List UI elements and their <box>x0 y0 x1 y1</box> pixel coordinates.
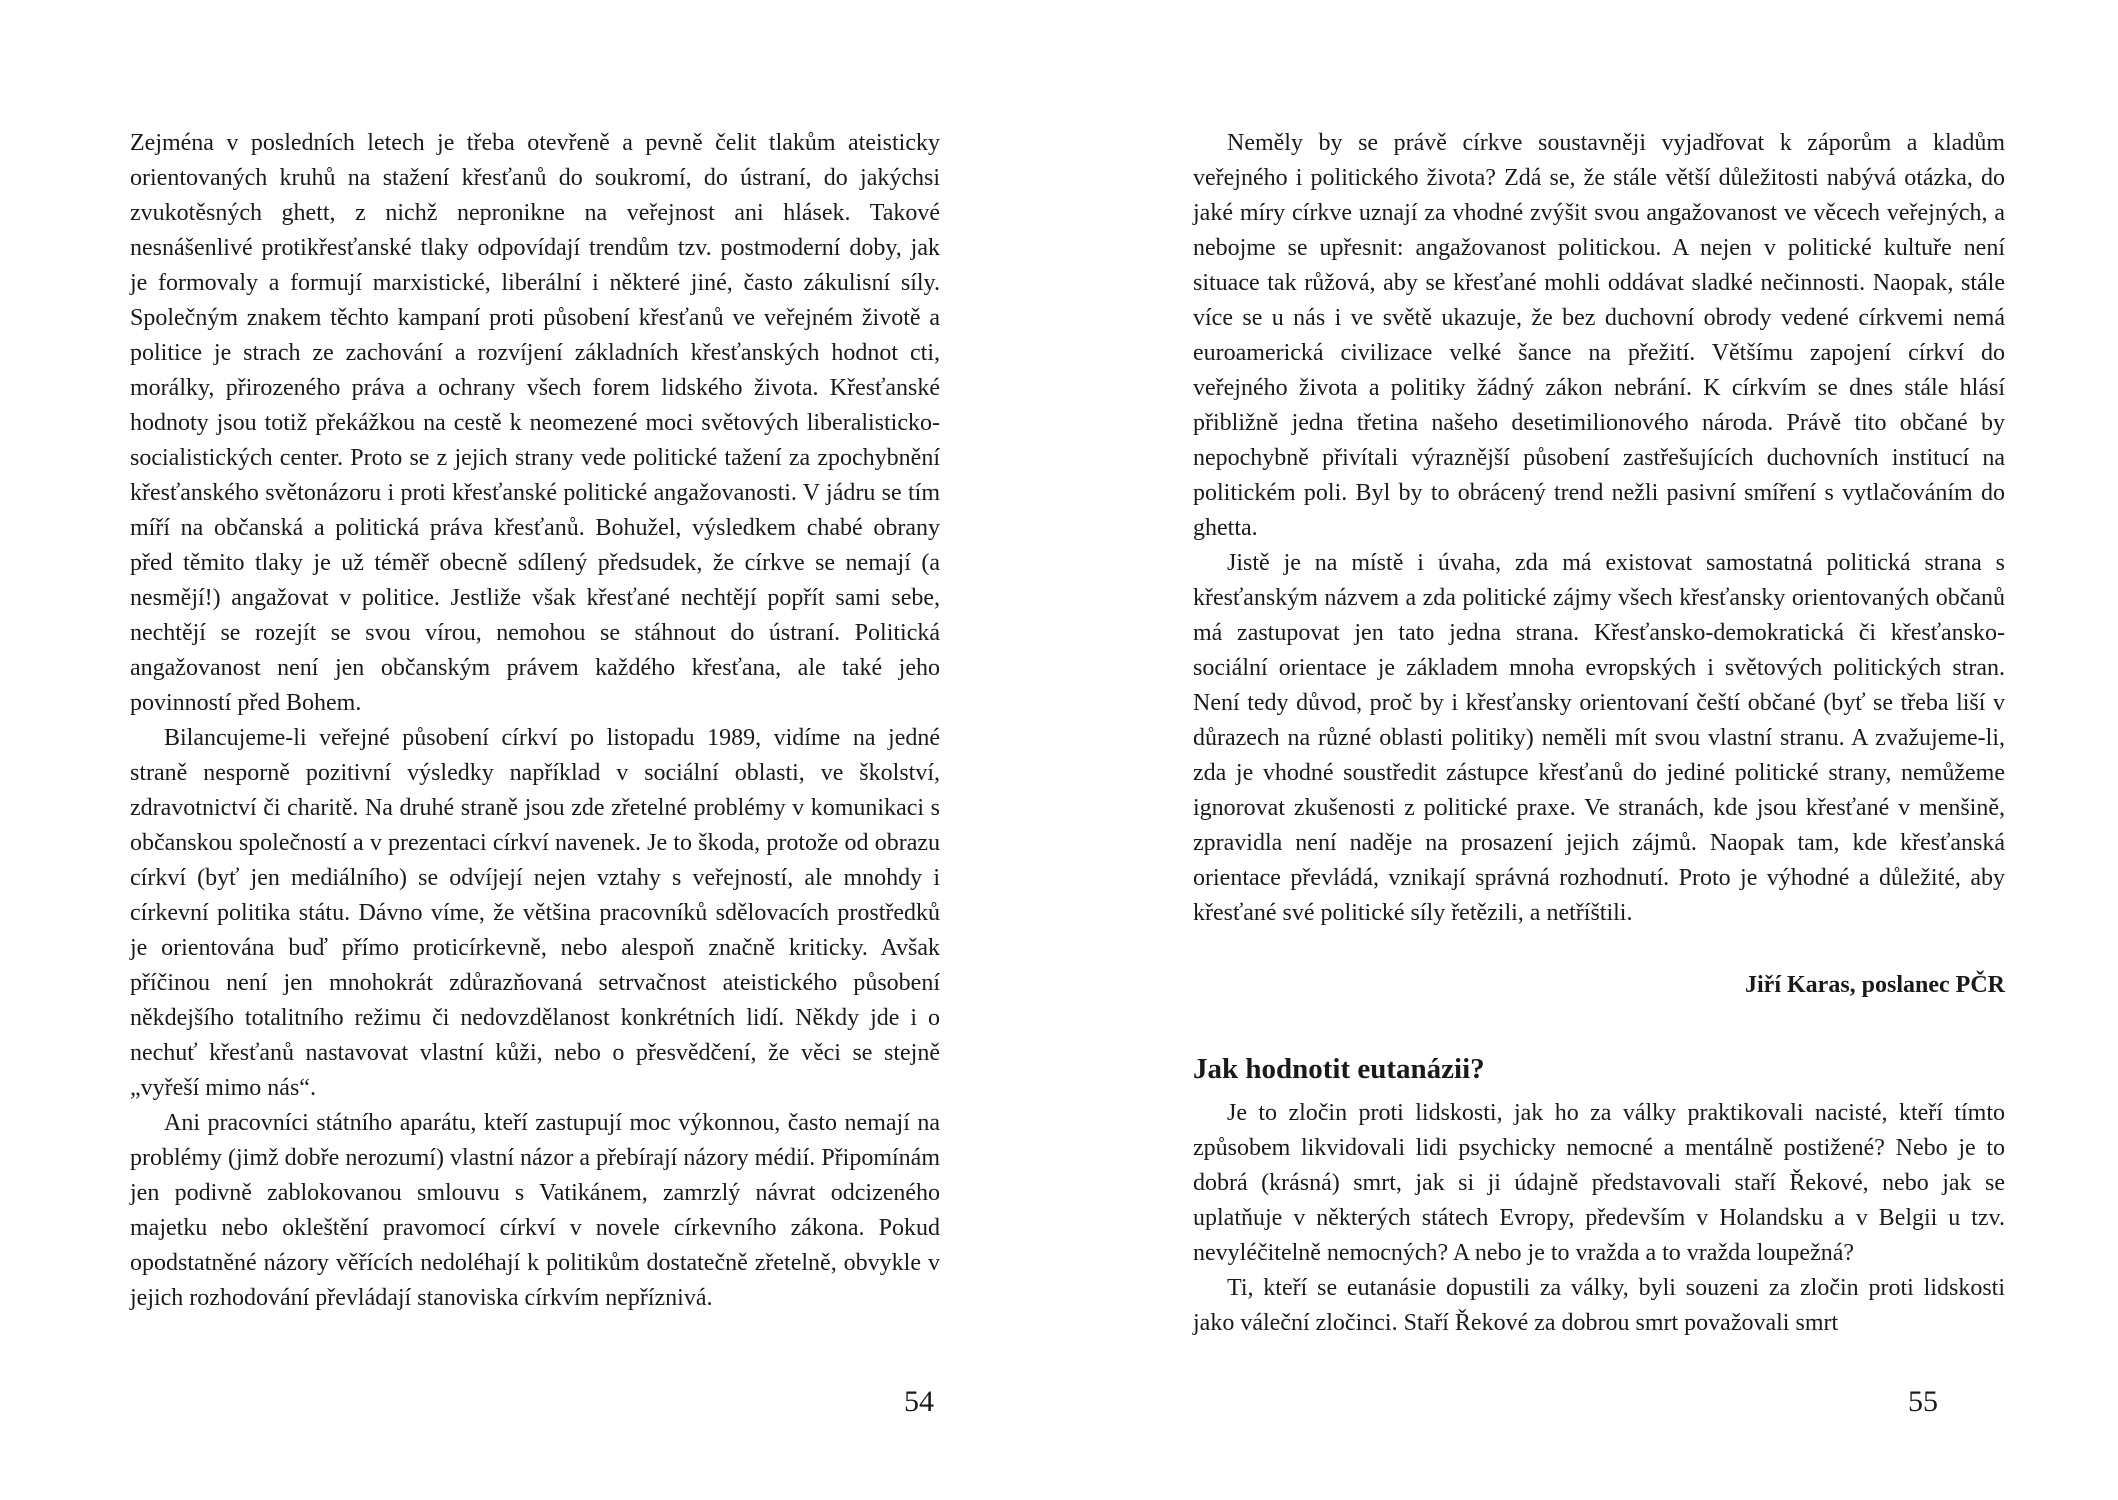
section-heading: Jak hodnotit eutanázii? <box>1193 1053 1485 1085</box>
left-text-column <box>130 126 940 1316</box>
page-number: 55 <box>1908 1385 1938 1418</box>
paragraph: Ti, kteří se eutanásie dopustili za války, byli souzeni za zločin proti lidskosti jako váleční zločinci. Staří Řekové za dobrou smrt považovali smrt <box>1193 1275 2005 1336</box>
paragraph: Neměly by se právě církve soustavněji vyjadřovat k záporům a kladům veřejného i politického života? Zdá se, že stále větší důležitosti nabývá otázka, do jaké míry církve uznají za vhodné zvýšit svou angažovanost ve věcech veřejných, a nebojme se upřesnit: angažovanost politickou. A nejen v politické kultuře není situace tak růžová, aby se křesťané mohli oddávat sladké nečinnosti. Naopak, stále více se u nás i ve světě ukazuje, že bez duchovní obrody vedené církvemi nemá euroamerická civilizace velké šance na přežití. Většímu zapojení církví do veřejného života a politiky žádný zákon nebrání. K církvím se dnes stále hlásí přibližně jedna třetina našeho desetimilionového národa. Právě tito občané by nepochybně přivítali výraznější působení zastřešujících duchovních institucí na politickém poli. Byl by to obrácený trend nežli pasivní smíření s vytlačováním do ghetta. <box>1193 130 2005 541</box>
paragraph: Je to zločin proti lidskosti, jak ho za války praktikovali nacisté, kteří tímto způsobem likvidovali lidi psychicky nemocné a mentálně postižené? Nebo je to dobrá (krásná) smrt, jak si ji údajně představovali staří Řekové, nebo jak se uplatňuje v některých státech Evropy, především v Holandsku a v Belgii u tzv. nevyléčitelně nemocných? A nebo je to vražda a to vražda loupežná? <box>1193 1100 2005 1266</box>
paragraph: Jistě je na místě i úvaha, zda má existovat samostatná politická strana s křesťanským názvem a zda politické zájmy všech křesťansky orientovaných občanů má zastupovat jen tato jedna strana. Křesťansko-demokratická či křesťansko-sociální orientace je základem mnoha evropských i světových politických stran. Není tedy důvod, proč by i křesťansky orientovaní čeští občané (byť se třeba liší v důrazech na různé oblasti politiky) neměli mít svou vlastní stranu. A zvažujeme-li, zda je vhodné soustředit zástupce křesťanů do jediné politické strany, nemůžeme ignorovat zkušenosti z politické praxe. Ve stranách, kde jsou křesťané v menšině, zpravidla není naděje na prosazení jejich zájmů. Naopak tam, kde křesťanská orientace převládá, vznikají správná rozhodnutí. Proto je výhodné a důležité, aby křesťané své politické síly řetězili, a netříštili. <box>1193 550 2005 926</box>
paragraph: Zejména v posledních letech je třeba otevřeně a pevně čelit tlakům ateisticky orientovaných kruhů na stažení křesťanů do soukromí, do ústraní, do jakýchsi zvukotěsných ghett, z nichž nepronikne na veřejnost ani hlásek. Takové nesnášenlivé protikřesťanské tlaky odpovídají trendům tzv. postmoderní doby, jak je formovaly a formují marxistické, liberální i některé jiné, často zákulisní síly. Společným znakem těchto kampaní proti působení křesťanů ve veřejném životě a politice je strach ze zachování a rozvíjení základních křesťanských hodnot cti, morálky, přirozeného práva a ochrany všech forem lidského života. Křesťanské hodnoty jsou totiž překážkou na cestě k neomezené moci světových liberalisticko-socialistických center. Proto se z jejich strany vede politické tažení za zpochybnění křesťanského světonázoru i proti křesťanské politické angažovanosti. V jádru se tím míří na občanská a politická práva křesťanů. Bohužel, výsledkem chabé obrany před těmito tlaky je už téměř obecně sdílený předsudek, že církve se nemají (a nesmějí!) angažovat v politice. Jestliže však křesťané nechtějí popřít sami sebe, nechtějí se rozejít se svou vírou, nemohou se stáhnout do ústraní. Politická angažovanost není jen občanským právem každého křesťana, ale také jeho povinností před Bohem. <box>130 130 940 716</box>
paragraph: Bilancujeme-li veřejné působení církví po listopadu 1989, vidíme na jedné straně nesporně pozitivní výsledky například v sociální oblasti, ve školství, zdravotnictví či charitě. Na druhé straně jsou zde zřetelné problémy v komunikaci s občanskou společností a v prezentaci církví navenek. Je to škoda, protože od obrazu církví (byť jen mediálního) se odvíjejí nejen vztahy s veřejností, ale mnohdy i církevní politika státu. Dávno víme, že většina pracovníků sdělovacích prostředků je orientována buď přímo proticírkevně, nebo alespoň značně kriticky. Avšak příčinou není jen mnohokrát zdůrazňovaná setrvačnost ateistického působení někdejšího totalitního režimu či nedovzdělanost konkrétních lidí. Někdy jde i o nechuť křesťanů nastavovat vlastní kůži, nebo o přesvědčení, že věci se stejně „vyřeší mimo nás“. <box>130 725 940 1101</box>
right-page <box>1059 0 2118 1500</box>
author-signature: Jiří Karas, poslanec PČR <box>1745 972 2005 998</box>
paragraph: Ani pracovníci státního aparátu, kteří zastupují moc výkonnou, často nemají na problémy (jimž dobře nerozumí) vlastní názor a přebírají názory médií. Připomínám jen podivně zablokovanou smlouvu s Vatikánem, zamrzlý návrat odcizeného majetku nebo okleštění pravomocí církví v novele církevního zákona. Pokud opodstatněné názory věřících nedoléhají k politikům dostatečně zřetelně, obvykle v jejich rozhodování převládají stanoviska církvím nepříznivá. <box>130 1110 940 1311</box>
page-number: 54 <box>904 1385 934 1418</box>
right-text-column <box>1193 126 2005 1341</box>
